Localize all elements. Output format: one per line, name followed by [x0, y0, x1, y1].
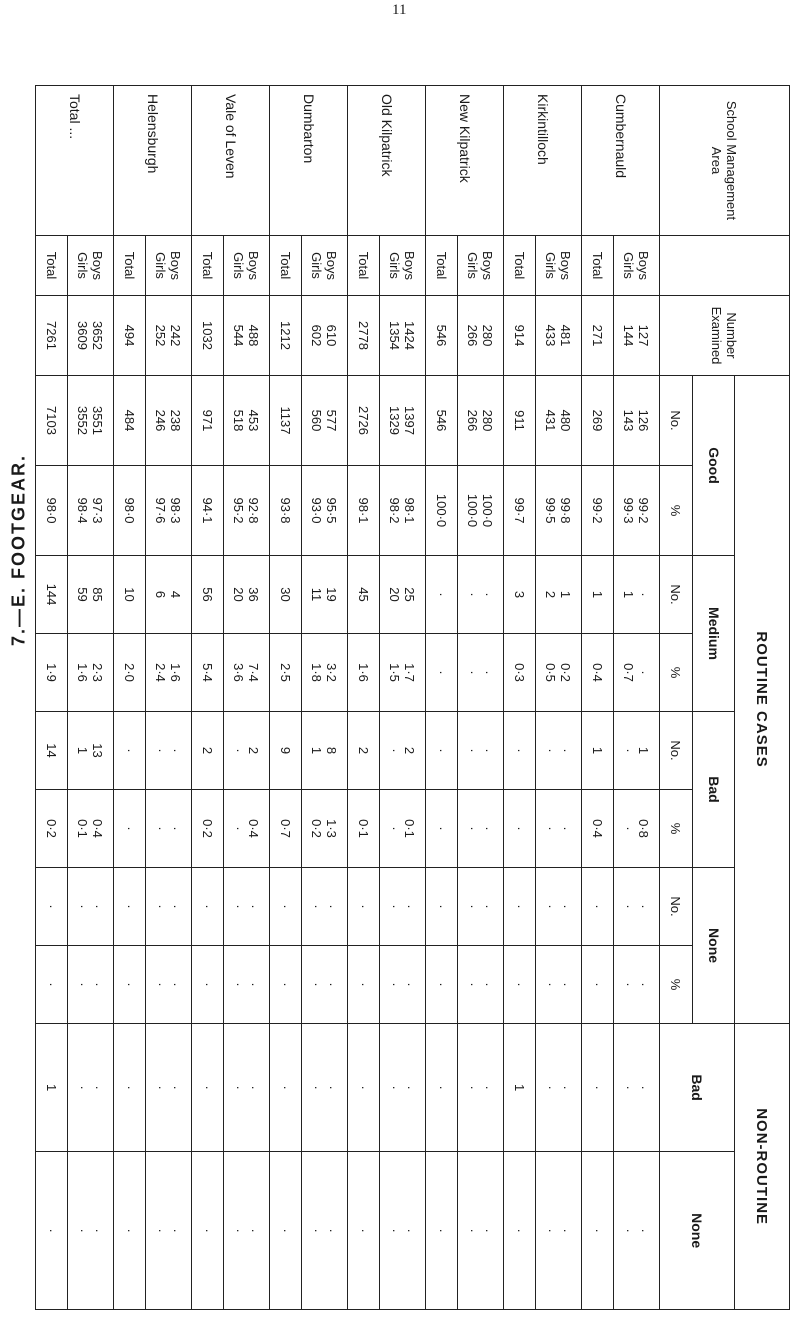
page-number: 11 [392, 2, 407, 18]
nr-none-cell: · [270, 1152, 302, 1310]
medium-header: Medium [693, 556, 735, 712]
good-no-cell: 971 [192, 376, 224, 466]
sex-cell: Total [114, 236, 146, 296]
sex-cell: Total [582, 236, 614, 296]
area-cell: Kirkintilloch [504, 86, 582, 236]
nr-bad-cell: · [426, 1024, 458, 1152]
med-no-cell: · [426, 556, 458, 634]
med-no-cell: 30 [270, 556, 302, 634]
examined-cell: 481 433 [536, 296, 582, 376]
good-pct-cell: 100·0 100·0 [458, 466, 504, 556]
table-row [302, 86, 348, 1310]
nr-bad-cell: · · [302, 1024, 348, 1152]
table-row [614, 86, 660, 1310]
none-pct-cell: · [192, 946, 224, 1024]
med-no-cell: 56 [192, 556, 224, 634]
med-no-cell: · 1 [614, 556, 660, 634]
good-no-cell: 238 246 [146, 376, 192, 466]
good-no-cell: 126 143 [614, 376, 660, 466]
good-pct-cell: 98·1 98·2 [380, 466, 426, 556]
med-pct-cell: 0·4 [582, 634, 614, 712]
bad-no-header: No. [660, 712, 693, 790]
good-pct-cell: 99·8 99·5 [536, 466, 582, 556]
med-no-cell: 25 20 [380, 556, 426, 634]
none-no-cell: · · [614, 868, 660, 946]
nr-bad-cell: · · [146, 1024, 192, 1152]
examined-cell: 1032 [192, 296, 224, 376]
bad-pct-cell: 0·1 · [380, 790, 426, 868]
sex-cell: Boys Girls [536, 236, 582, 296]
examined-cell: 488 544 [224, 296, 270, 376]
bad-pct-cell: · [504, 790, 536, 868]
med-no-cell: 36 20 [224, 556, 270, 634]
good-pct-cell: 99·2 99·3 [614, 466, 660, 556]
good-no-cell: 1137 [270, 376, 302, 466]
nr-bad-cell: · · [536, 1024, 582, 1152]
none-pct-cell: · · [302, 946, 348, 1024]
examined-cell: 127 144 [614, 296, 660, 376]
sex-cell: Total [270, 236, 302, 296]
area-cell: New Kilpatrick [426, 86, 504, 236]
examined-cell: 1212 [270, 296, 302, 376]
examined-cell: 280 266 [458, 296, 504, 376]
med-pct-cell: 2·0 [114, 634, 146, 712]
table-row [192, 86, 224, 1310]
good-pct-cell: 98·1 [348, 466, 380, 556]
bad-no-cell: · · [458, 712, 504, 790]
sex-cell: Boys Girls [302, 236, 348, 296]
area-cell: Old Kilpatrick [348, 86, 426, 236]
nr-none-header: None [660, 1152, 735, 1310]
nr-none-cell: · · [458, 1152, 504, 1310]
nr-bad-cell: · [114, 1024, 146, 1152]
bad-no-cell: 2 [192, 712, 224, 790]
none-pct-cell: · [504, 946, 536, 1024]
bad-no-cell: 13 1 [68, 712, 114, 790]
table-row [270, 86, 302, 1310]
good-no-cell: 1397 1329 [380, 376, 426, 466]
bad-pct-cell: 0·8 · [614, 790, 660, 868]
med-no-cell: 144 [36, 556, 68, 634]
med-pct-cell: 5·4 [192, 634, 224, 712]
sex-cell: Total [192, 236, 224, 296]
good-no-cell: 484 [114, 376, 146, 466]
none-pct-cell: · · [380, 946, 426, 1024]
footgear-table [35, 85, 790, 1310]
bad-pct-cell: 0·4 [582, 790, 614, 868]
rotated-table-wrapper [44, 85, 790, 1309]
examined-cell: 546 [426, 296, 458, 376]
none-no-cell: · [426, 868, 458, 946]
nr-none-cell: · [192, 1152, 224, 1310]
med-no-cell: 3 [504, 556, 536, 634]
good-no-cell: 7103 [36, 376, 68, 466]
table-row [114, 86, 146, 1310]
none-no-cell: · [36, 868, 68, 946]
med-no-cell: 1 [582, 556, 614, 634]
examined-cell: 2778 [348, 296, 380, 376]
header-row-top [735, 86, 790, 1310]
nr-bad-cell: · · [380, 1024, 426, 1152]
med-pct-cell: 0·2 0·5 [536, 634, 582, 712]
good-no-cell: 577 560 [302, 376, 348, 466]
side-title-text: 7.—E. FOOTGEAR. [8, 453, 29, 647]
bad-pct-cell: · · [146, 790, 192, 868]
good-no-cell: 269 [582, 376, 614, 466]
examined-cell: 494 [114, 296, 146, 376]
med-pct-cell: · [426, 634, 458, 712]
area-cell: Total ... [36, 86, 114, 236]
bad-pct-cell: 0·7 [270, 790, 302, 868]
bad-no-cell: 8 1 [302, 712, 348, 790]
none-no-cell: · [504, 868, 536, 946]
none-pct-cell: · · [536, 946, 582, 1024]
nr-none-cell: · · [380, 1152, 426, 1310]
sex-cell: Boys Girls [380, 236, 426, 296]
good-pct-cell: 93·8 [270, 466, 302, 556]
none-no-cell: · [348, 868, 380, 946]
non-routine-header: NON-ROUTINE [735, 1024, 790, 1310]
nr-none-cell: · [36, 1152, 68, 1310]
table-body [36, 86, 660, 1310]
none-no-cell: · · [458, 868, 504, 946]
med-pct-cell: 0·3 [504, 634, 536, 712]
nr-bad-cell: · · [224, 1024, 270, 1152]
nr-bad-cell: · · [68, 1024, 114, 1152]
none-no-cell: · · [146, 868, 192, 946]
none-pct-cell: · [426, 946, 458, 1024]
medium-pct-header: % [660, 634, 693, 712]
nr-none-cell: · · [224, 1152, 270, 1310]
good-pct-cell: 99·7 [504, 466, 536, 556]
examined-cell: 610 602 [302, 296, 348, 376]
examined-cell: 271 [582, 296, 614, 376]
good-pct-cell: 98·0 [36, 466, 68, 556]
good-pct-header: % [660, 466, 693, 556]
med-pct-cell: 2·5 [270, 634, 302, 712]
none-pct-cell: · [36, 946, 68, 1024]
nr-none-cell: · · [536, 1152, 582, 1310]
nr-none-cell: · [582, 1152, 614, 1310]
bad-no-cell: · [426, 712, 458, 790]
table-row [36, 86, 68, 1310]
table-row [224, 86, 270, 1310]
bad-no-cell: 2 [348, 712, 380, 790]
nr-bad-cell: 1 [504, 1024, 536, 1152]
none-no-header: No. [660, 868, 693, 946]
bad-pct-cell: · · [458, 790, 504, 868]
nr-none-cell: · · [302, 1152, 348, 1310]
sex-cell: Boys Girls [146, 236, 192, 296]
good-pct-cell: 94·1 [192, 466, 224, 556]
good-no-cell: 546 [426, 376, 458, 466]
nr-none-cell: · [504, 1152, 536, 1310]
med-pct-cell: · 0·7 [614, 634, 660, 712]
none-pct-cell: · [270, 946, 302, 1024]
none-pct-cell: · · [614, 946, 660, 1024]
none-pct-cell: · [348, 946, 380, 1024]
examined-cell: 1424 1354 [380, 296, 426, 376]
bad-pct-cell: 0·2 [192, 790, 224, 868]
good-pct-cell: 97·3 98·4 [68, 466, 114, 556]
nr-none-cell: · [114, 1152, 146, 1310]
good-no-cell: 3551 3552 [68, 376, 114, 466]
good-no-cell: 911 [504, 376, 536, 466]
nr-bad-cell: 1 [36, 1024, 68, 1152]
sex-header [660, 236, 790, 296]
none-no-cell: · [270, 868, 302, 946]
good-header: Good [693, 376, 735, 556]
none-pct-cell: · · [68, 946, 114, 1024]
examined-cell: 242 252 [146, 296, 192, 376]
bad-pct-cell: 0·2 [36, 790, 68, 868]
table-row [426, 86, 458, 1310]
med-no-cell: 4 6 [146, 556, 192, 634]
bad-pct-cell: 0·4 0·1 [68, 790, 114, 868]
med-pct-cell: 1·6 [348, 634, 380, 712]
medium-no-header: No. [660, 556, 693, 634]
none-no-cell: · · [536, 868, 582, 946]
med-pct-cell: 2·3 1·6 [68, 634, 114, 712]
none-pct-cell: · [114, 946, 146, 1024]
table-row [146, 86, 192, 1310]
examined-cell: 914 [504, 296, 536, 376]
med-pct-cell: 3·2 1·8 [302, 634, 348, 712]
none-no-cell: · [582, 868, 614, 946]
good-no-cell: 453 518 [224, 376, 270, 466]
area-cell: Vale of Leven [192, 86, 270, 236]
med-no-cell: · · [458, 556, 504, 634]
med-no-cell: 85 59 [68, 556, 114, 634]
area-header: School Management Area [660, 86, 790, 236]
none-pct-cell: · [582, 946, 614, 1024]
bad-pct-cell: · [426, 790, 458, 868]
good-pct-cell: 99·2 [582, 466, 614, 556]
good-no-cell: 480 431 [536, 376, 582, 466]
nr-none-cell: · · [68, 1152, 114, 1310]
nr-bad-header: Bad [660, 1024, 735, 1152]
good-pct-cell: 100·0 [426, 466, 458, 556]
none-no-cell: · [114, 868, 146, 946]
none-pct-cell: · · [224, 946, 270, 1024]
bad-no-cell: · · [146, 712, 192, 790]
good-no-header: No. [660, 376, 693, 466]
nr-bad-cell: · · [614, 1024, 660, 1152]
med-pct-cell: 1·6 2·4 [146, 634, 192, 712]
sex-cell: Boys Girls [68, 236, 114, 296]
table-row [582, 86, 614, 1310]
sex-cell: Total [504, 236, 536, 296]
bad-pct-cell: · · [536, 790, 582, 868]
bad-pct-cell: 1·3 0·2 [302, 790, 348, 868]
table-row [504, 86, 536, 1310]
examined-cell: 3652 3609 [68, 296, 114, 376]
table-row [68, 86, 114, 1310]
bad-no-cell: 2 · [224, 712, 270, 790]
area-cell: Cumbernauld [582, 86, 660, 236]
table-row [380, 86, 426, 1310]
bad-pct-cell: · [114, 790, 146, 868]
med-no-cell: 19 11 [302, 556, 348, 634]
table-row [348, 86, 380, 1310]
routine-cases-header: ROUTINE CASES [735, 376, 790, 1024]
bad-no-cell: 1 [582, 712, 614, 790]
nr-none-cell: · [426, 1152, 458, 1310]
bad-no-cell: 2 · [380, 712, 426, 790]
med-no-cell: 1 2 [536, 556, 582, 634]
nr-bad-cell: · · [458, 1024, 504, 1152]
bad-pct-header: % [660, 790, 693, 868]
good-pct-cell: 95·5 93·0 [302, 466, 348, 556]
sex-cell: Boys Girls [614, 236, 660, 296]
sex-cell: Total [426, 236, 458, 296]
med-pct-cell: · · [458, 634, 504, 712]
bad-no-cell: 1 · [614, 712, 660, 790]
sex-cell: Boys Girls [224, 236, 270, 296]
nr-none-cell: · [348, 1152, 380, 1310]
good-pct-cell: 98·0 [114, 466, 146, 556]
table-row [536, 86, 582, 1310]
bad-no-cell: · [114, 712, 146, 790]
nr-bad-cell: · [192, 1024, 224, 1152]
side-title [6, 150, 32, 950]
good-no-cell: 2726 [348, 376, 380, 466]
med-no-cell: 45 [348, 556, 380, 634]
sex-cell: Total [36, 236, 68, 296]
nr-none-cell: · · [614, 1152, 660, 1310]
area-cell: Dumbarton [270, 86, 348, 236]
med-pct-cell: 1·7 1·5 [380, 634, 426, 712]
none-header: None [693, 868, 735, 1024]
bad-pct-cell: 0·4 · [224, 790, 270, 868]
none-pct-cell: · · [146, 946, 192, 1024]
none-no-cell: · · [380, 868, 426, 946]
bad-no-cell: 14 [36, 712, 68, 790]
none-no-cell: · · [68, 868, 114, 946]
med-no-cell: 10 [114, 556, 146, 634]
sex-cell: Total [348, 236, 380, 296]
none-no-cell: · · [224, 868, 270, 946]
examined-cell: 7261 [36, 296, 68, 376]
bad-no-cell: 9 [270, 712, 302, 790]
med-pct-cell: 1·9 [36, 634, 68, 712]
nr-bad-cell: · [348, 1024, 380, 1152]
table-row [458, 86, 504, 1310]
area-cell: Helensburgh [114, 86, 192, 236]
none-pct-cell: · · [458, 946, 504, 1024]
none-no-cell: · [192, 868, 224, 946]
bad-no-cell: · [504, 712, 536, 790]
good-pct-cell: 98·3 97·6 [146, 466, 192, 556]
none-pct-header: % [660, 946, 693, 1024]
nr-bad-cell: · [270, 1024, 302, 1152]
good-pct-cell: 92·8 95·2 [224, 466, 270, 556]
nr-none-cell: · · [146, 1152, 192, 1310]
nr-bad-cell: · [582, 1024, 614, 1152]
none-no-cell: · · [302, 868, 348, 946]
examined-header: Number Examined [660, 296, 790, 376]
good-no-cell: 280 266 [458, 376, 504, 466]
sex-cell: Boys Girls [458, 236, 504, 296]
med-pct-cell: 7·4 3·6 [224, 634, 270, 712]
bad-pct-cell: 0·1 [348, 790, 380, 868]
bad-no-cell: · · [536, 712, 582, 790]
bad-header: Bad [693, 712, 735, 868]
